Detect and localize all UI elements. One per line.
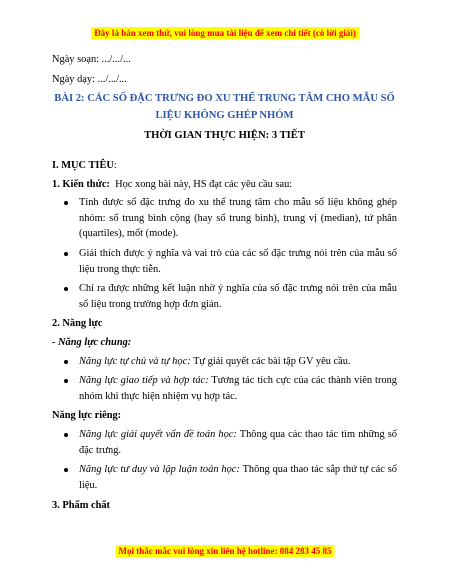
list-item: Chỉ ra được những kết luận nhờ ý nghĩa của số đặc trưng nói trên của mẫu số liệu trong trường hợp đơn giản. [52,281,397,312]
specific-competence-heading: Năng lực riêng: [52,410,122,422]
objectives-heading: I. MỤC TIÊU: [52,159,117,171]
knowledge-list [52,195,397,312]
knowledge-heading: 1. Kiến thức: Học xong bài này, HS đạt các yêu cầu sau: [52,178,293,190]
preview-notice-banner: Đây là bản xem thử, vui lòng mua tài liệu để xem chi tiết (có lời giải) [91,27,359,39]
specific-competence-list [52,427,397,493]
duration-heading: THỜI GIAN THỰC HIỆN: 3 TIẾT [144,130,305,142]
list-item: Năng lực giải quyết vấn đề toán học: Thông qua các thao tác tìm những số đặc trưng. [52,427,397,458]
lesson-title: BÀI 2: CÁC SỐ ĐẶC TRƯNG ĐO XU THẾ TRUNG TÂM CHO MẪU SỐ LIỆU KHÔNG GHÉP NHÓM [54,93,395,121]
date-teach: Ngày dạy: .../.../... [52,73,127,85]
hotline-banner: Mọi thắc mắc vui lòng xin liên hệ hotline: 084 283 45 85 [115,545,334,557]
list-item: Năng lực giao tiếp và hợp tác: Tương tác tích cực của các thành viên trong nhóm khi thực hiện nhiệm vụ hợp tác. [52,373,397,404]
list-item: Năng lực tư duy và lập luận toán học: Thông qua thao tác sắp thứ tự các số liệu. [52,462,397,493]
competence-heading: 2. Năng lực [52,318,103,330]
qualities-heading: 3. Phẩm chất [52,499,111,511]
list-item: Năng lực tự chủ và tự học: Tự giải quyết các bài tập GV yêu cầu. [52,354,397,370]
date-compose: Ngày soạn: .../.../... [52,54,131,65]
general-competence-heading: - Năng lực chung: [52,337,132,349]
list-item: Giải thích được ý nghĩa và vai trò của các số đặc trưng nói trên của mẫu số liệu trong thực tiễn. [52,246,397,277]
list-item: Tính được số đặc trưng đo xu thế trung tâm cho mẫu số liệu không ghép nhóm: số trung bình cộng (hay số trung bình), trung vị (median), tứ phân (quartiles), mốt (mode). [52,195,397,242]
document-page [52,52,397,516]
general-competence-list [52,354,397,405]
